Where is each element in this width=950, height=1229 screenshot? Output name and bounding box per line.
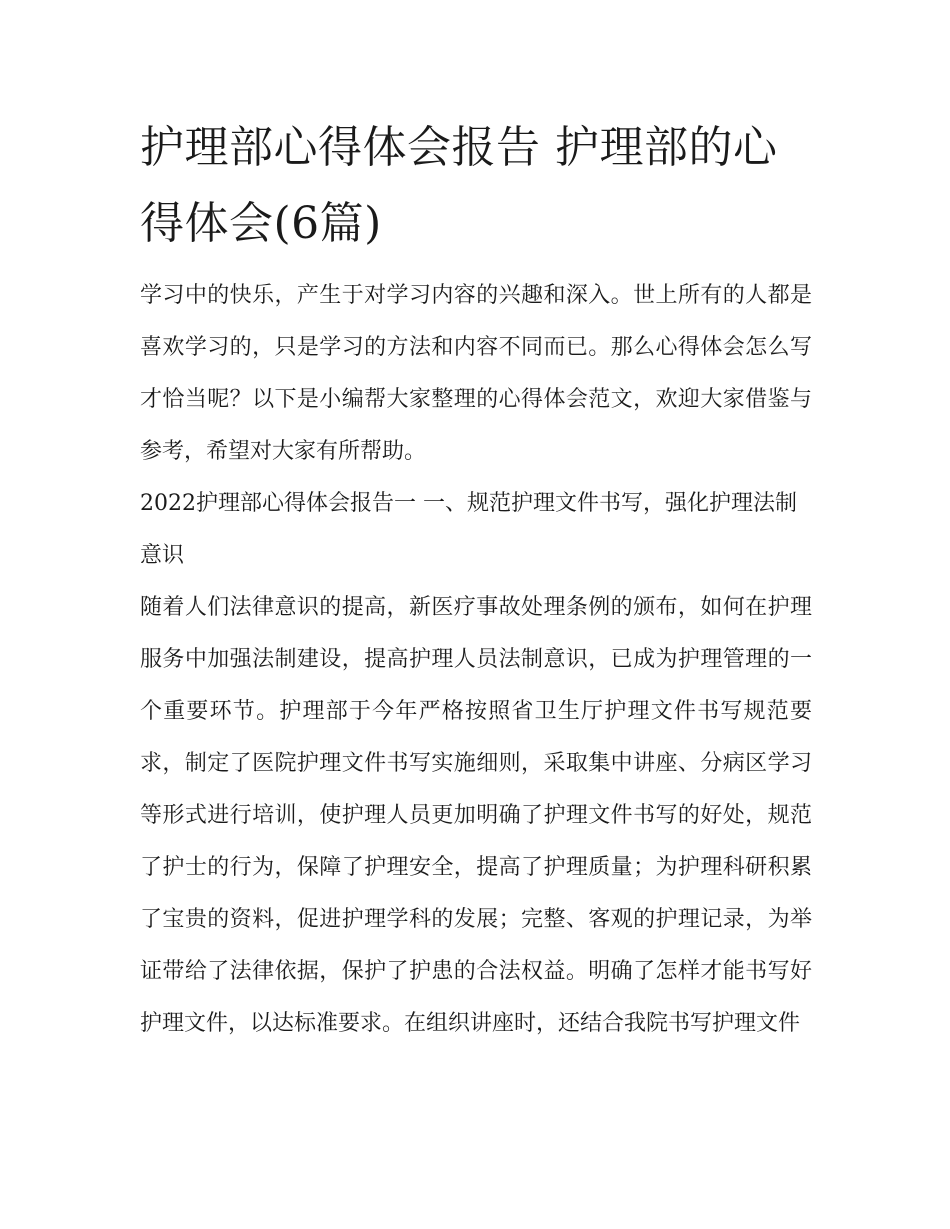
body-paragraph: 随着人们法律意识的提高，新医疗事故处理条例的颁布，如何在护理服务中加强法制建设，提高护理人员法制意识，已成为护理管理的一个重要环节。护理部于今年严格按照省卫生厅护理文件书写规范要求，制定了医院护理文件书写实施细则，采取集中讲座、分病区学习等形式进行培训，使护理人员更加明确了护理文件书写的好处，规范了护士的行为，保障了护理安全，提高了护理质量；为护理科研积累了宝贵的资料，促进护理学科的发展；完整、客观的护理记录，为举证带给了法律依据，保护了护患的合法权益。明确了怎样才能书写好护理文件，以达标准要求。在组织讲座时，还结合我院书写护理文件 (140, 595, 812, 1036)
section-heading: 2022护理部心得体会报告一 一、规范护理文件书写，强化护理法制意识 (140, 491, 797, 568)
document-title: 护理部心得体会报告 护理部的心得体会(6篇) (140, 122, 778, 249)
document-page (140, 110, 812, 1050)
intro-paragraph: 学习中的快乐，产生于对学习内容的兴趣和深入。世上所有的人都是喜欢学习的，只是学习的方法和内容不同而已。那么心得体会怎么写才恰当呢？以下是小编帮大家整理的心得体会范文，欢迎大家借鉴与参考，希望对大家有所帮助。 (140, 283, 812, 464)
